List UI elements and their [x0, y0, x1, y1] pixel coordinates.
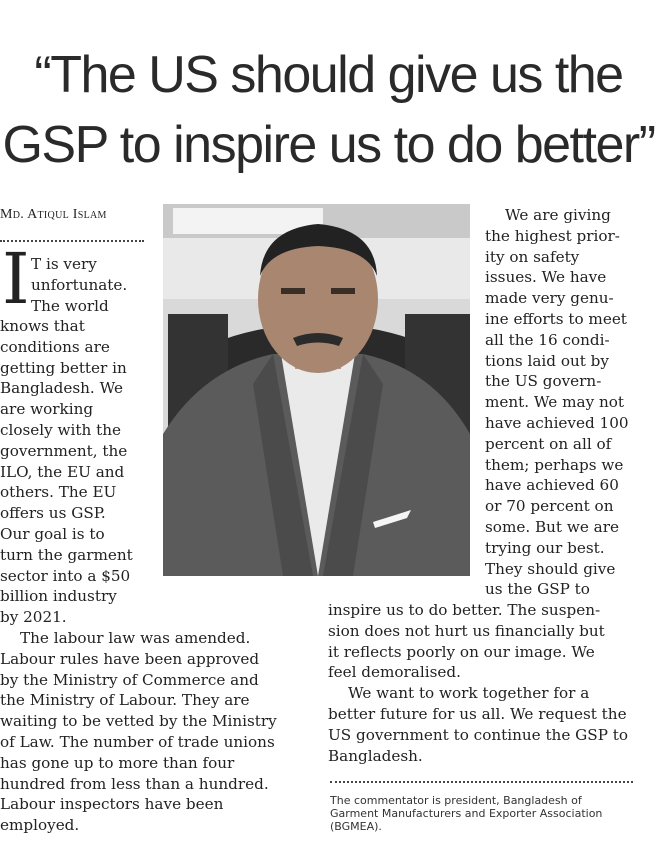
text-line: waiting to be vetted by the Ministry — [0, 712, 277, 731]
footnote-line: The commentator is president, Bangladesh of — [330, 794, 582, 807]
text-line: all the 16 condi- — [485, 330, 610, 349]
text-line: it reflects poorly on our image. We — [328, 642, 595, 661]
text-line: conditions are — [0, 337, 110, 356]
footnote-line: Garment Manufacturers and Exporter Association — [330, 807, 603, 820]
text-line: inspire us to do better. The suspen- — [328, 601, 601, 619]
text-line: turn the garment — [0, 545, 133, 564]
text-line: We are giving — [505, 206, 611, 224]
headline-line-1: “The US should give us the — [34, 46, 623, 104]
text-line: knows that — [0, 317, 85, 335]
text-line: by the Ministry of Commerce and — [0, 670, 259, 689]
text-line: ILO, the EU and — [0, 462, 125, 481]
footnote-line: (BGMEA). — [330, 820, 382, 833]
text-line: billion industry — [0, 587, 117, 606]
text-line: ment. We may not — [485, 393, 625, 412]
byline: Md. Atiqul Islam — [0, 207, 107, 222]
text-line: issues. We have — [485, 268, 607, 287]
text-line: has gone up to more than four — [0, 753, 235, 772]
text-line: The world — [31, 296, 109, 315]
text-line: the US govern- — [485, 372, 602, 391]
text-line: the Ministry of Labour. They are — [0, 691, 250, 710]
text-line: some. But we are — [485, 517, 619, 536]
text-line: employed. — [0, 816, 80, 835]
headline-line-2: GSP to inspire us to do better” — [2, 116, 655, 174]
text-line: US government to continue the GSP to — [328, 725, 628, 744]
text-line: ine efforts to meet — [485, 309, 627, 328]
footnote-divider — [330, 781, 633, 783]
text-line: The labour law was amended. — [20, 628, 251, 647]
text-line: unfortunate. — [31, 275, 128, 294]
text-line: sion does not hurt us financially but — [328, 621, 605, 640]
text-line: by 2021. — [0, 608, 67, 627]
text-line: T is very — [31, 255, 97, 273]
text-line: better future for us all. We request the — [328, 704, 627, 723]
text-line: closely with the — [0, 420, 121, 439]
text-line: sector into a $50 — [0, 566, 131, 585]
text-line: have achieved 100 — [485, 413, 629, 432]
text-line: Our goal is to — [0, 524, 105, 543]
text-line: Bangladesh. — [328, 746, 423, 765]
headline — [0, 40, 657, 180]
text-line: ity on safety — [485, 247, 580, 266]
right-column-wide — [328, 600, 628, 766]
text-line: trying our best. — [485, 538, 605, 557]
left-column-body — [0, 316, 277, 836]
text-line: others. The EU — [0, 483, 117, 502]
text-line: are working — [0, 400, 94, 419]
text-line: tions laid out by — [485, 351, 609, 370]
text-line: They should give — [485, 559, 616, 578]
text-line: government, the — [0, 441, 128, 460]
text-line: feel demoralised. — [328, 663, 461, 682]
text-line: have achieved 60 — [485, 476, 619, 495]
text-line: Labour inspectors have been — [0, 795, 224, 814]
text-line: offers us GSP. — [0, 504, 106, 523]
text-line: hundred from less than a hundred. — [0, 774, 269, 793]
text-line: us the GSP to — [485, 580, 590, 599]
text-line: Bangladesh. We — [0, 379, 123, 398]
text-line: of Law. The number of trade unions — [0, 732, 275, 751]
footnote — [330, 794, 650, 833]
right-column-narrow — [485, 205, 629, 600]
dropcap: I — [2, 238, 30, 320]
text-line: Labour rules have been approved — [0, 649, 260, 668]
text-line: getting better in — [0, 358, 127, 377]
text-line: them; perhaps we — [485, 455, 624, 474]
text-line: or 70 percent on — [485, 497, 614, 516]
text-line: the highest prior- — [485, 226, 620, 245]
text-line: percent on all of — [485, 434, 612, 453]
text-line: made very genu- — [485, 289, 614, 308]
left-column-top — [31, 254, 127, 316]
text-line: We want to work together for a — [348, 684, 590, 703]
